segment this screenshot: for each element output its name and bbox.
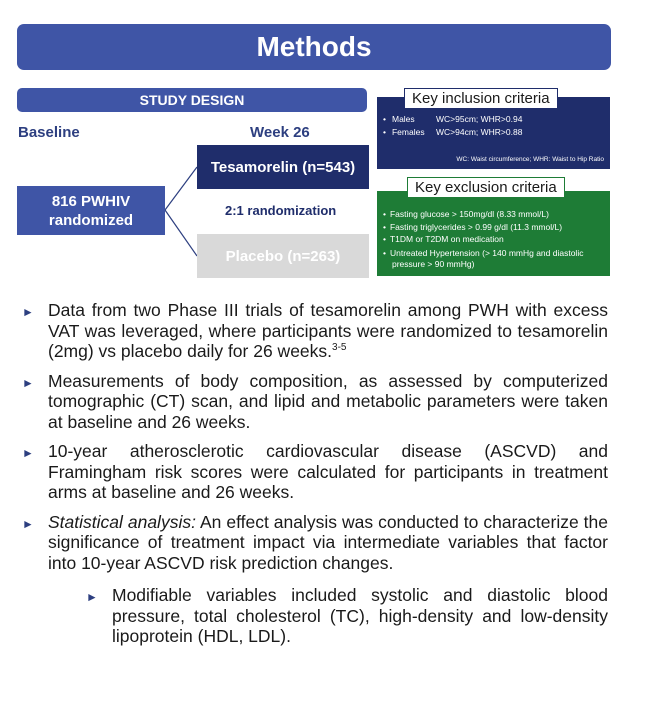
tesamorelin-arm-label: Tesamorelin (n=543) <box>210 158 356 176</box>
statistical-analysis-label: Statistical analysis: <box>48 511 196 532</box>
exclusion-item: • Fasting triglycerides > 0.99 g/dl (11.3 mmol/L) <box>383 221 610 234</box>
tesamorelin-arm-box <box>197 145 369 189</box>
exclusion-item: • Untreated Hypertension (> 140 mmHg and diastolic pressure > 90 mmHg) <box>383 248 610 270</box>
inclusion-criteria-value: WC>95cm; WHR>0.94 <box>435 114 523 124</box>
study-design-bar <box>17 88 367 112</box>
inclusion-criteria-value: WC>94cm; WHR>0.88 <box>435 127 523 137</box>
triangle-right-icon: ► <box>86 590 98 604</box>
randomized-line-1: 816 PWHIV <box>51 192 131 210</box>
bullet-data-source <box>20 300 608 362</box>
triangle-right-icon: ► <box>22 305 34 319</box>
bullet-text: An effect analysis was conducted to characterize the significance of treatment impact via intermediate variables that factor into 10-year ASCVD risk prediction changes. <box>48 511 608 573</box>
randomization-ratio: 2:1 randomization <box>225 203 337 218</box>
inclusion-list <box>383 113 522 139</box>
bullet-measurements <box>20 371 608 433</box>
week-26-label: Week 26 <box>250 124 310 141</box>
connector-line-tesamorelin <box>165 167 197 210</box>
randomized-line-2: randomized <box>48 211 134 229</box>
study-design-label: STUDY DESIGN <box>139 92 245 108</box>
triangle-right-icon: ► <box>22 446 34 460</box>
baseline-label: Baseline <box>18 124 80 141</box>
triangle-right-icon: ► <box>22 375 34 390</box>
inclusion-item-males <box>383 113 522 126</box>
exclusion-title: Key exclusion criteria <box>407 177 565 198</box>
inclusion-footnote: WC: Waist circumference; WHR: Waist to Hip Ratio <box>456 156 604 163</box>
connector-line-placebo <box>165 210 197 256</box>
exclusion-list <box>383 208 610 270</box>
inclusion-title: Key inclusion criteria <box>404 88 558 109</box>
sub-bullet-modifiable-variables <box>48 585 608 647</box>
page-title: Methods <box>256 31 372 62</box>
exclusion-item: • T1DM or T2DM on medication <box>383 233 610 246</box>
bullet-text: Data from two Phase III trials of tesamorelin among PWH with excess VAT was leveraged, where participants were randomized to tesamorelin (2mg) vs placebo daily for 26 weeks. <box>48 300 608 361</box>
methods-bullet-list <box>20 300 608 656</box>
bullet-text: Measurements of body composition, as assessed by computerized tomographic (CT) scan, and lipid and metabolic parameters were taken at baseline and 26 weeks. <box>48 370 608 432</box>
placebo-arm-box <box>197 234 369 278</box>
inclusion-group: Males <box>391 114 415 124</box>
inclusion-group: Females <box>391 127 425 137</box>
placebo-arm-label: Placebo (n=263) <box>225 247 341 265</box>
sub-bullet-text: Modifiable variables included systolic and diastolic blood pressure, total cholesterol (TC), high-density and low-density lipoprotein (HDL, LDL). <box>112 585 608 646</box>
triangle-right-icon: ► <box>22 516 34 531</box>
methods-banner <box>17 24 611 70</box>
randomized-box <box>17 186 165 235</box>
bullet-text: 10-year atherosclerotic cardiovascular disease (ASCVD) and Framingham risk scores were calculated for participants in treatment arms at baseline and 26 weeks. <box>48 441 608 502</box>
inclusion-item-females <box>383 126 522 139</box>
bullet-risk-scores <box>20 441 608 503</box>
exclusion-item: • Fasting glucose > 150mg/dl (8.33 mmol/L) <box>383 208 610 221</box>
bullet-statistical-analysis <box>20 512 608 647</box>
exclusion-criteria-box <box>377 191 610 276</box>
reference-superscript: 3-5 <box>332 342 347 354</box>
